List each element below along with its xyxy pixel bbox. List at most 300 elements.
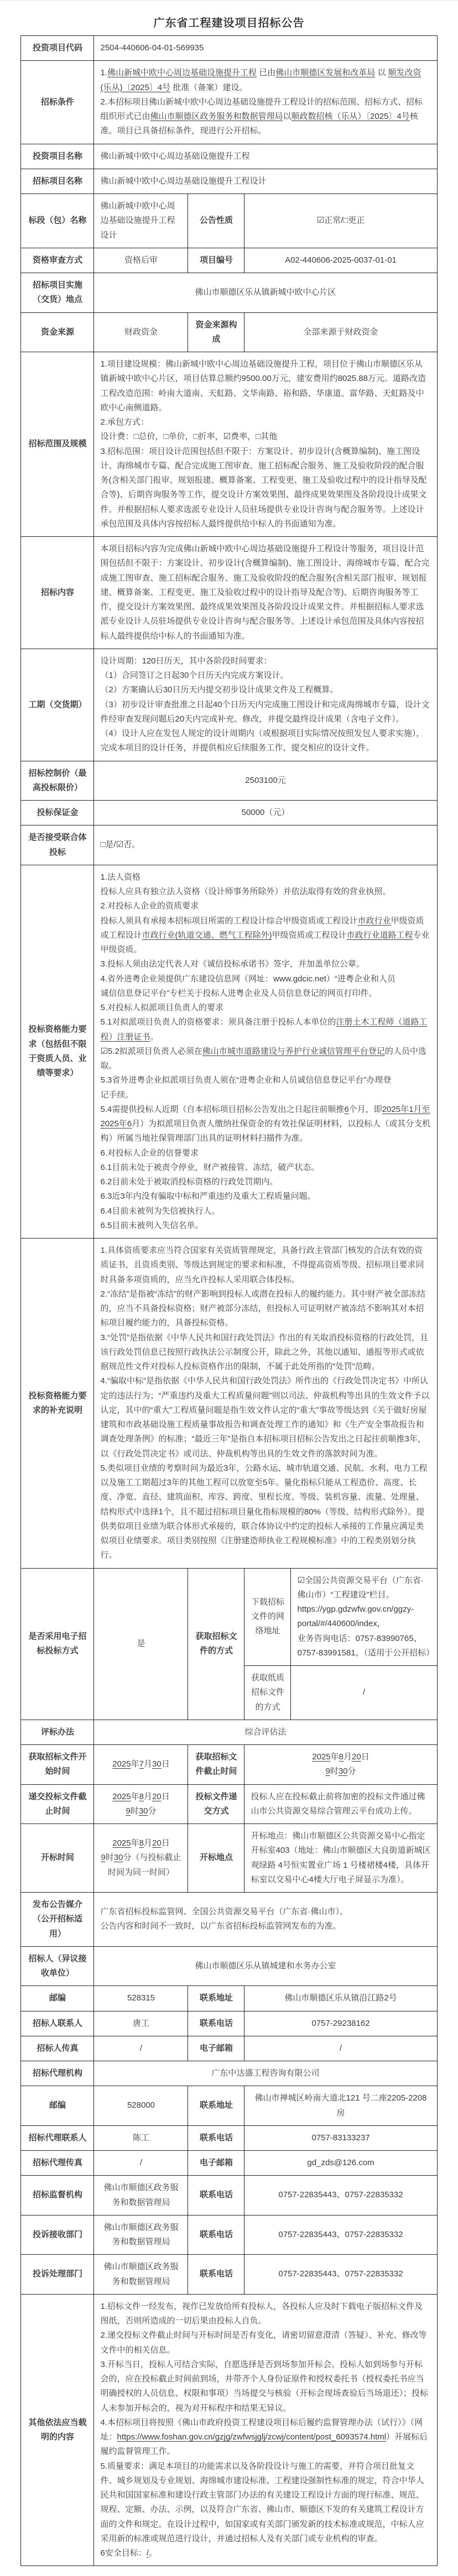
underlined-text: 20: [152, 1791, 162, 1801]
tender-content-label-line: 招标内容: [40, 587, 74, 597]
qualification-supplement-value: [94, 1239, 437, 1569]
supervision-phone-value: [244, 2176, 437, 2216]
investment-project-code-label-line: 投资项目代码: [32, 43, 82, 53]
row-tenderer-contact: [21, 2011, 437, 2036]
tender-project-name-value: [94, 169, 437, 194]
bidder-qualification-value-line: 诚信信息登记平台”专栏关于投标人进粤企业及人员信息登记的网页打印件。: [100, 988, 377, 998]
tenderer-email-value: [244, 2036, 437, 2061]
row-complaint-handling: [21, 2255, 437, 2295]
bid-opening-time-label: [21, 1824, 94, 1893]
bid-submission-method-value-line: 投标人应在投标截止前将加密的投标文件通过佛山市公共资源交易综合管理云平台成功上传。: [251, 1791, 425, 1816]
row-agency-postcode: [21, 2086, 437, 2126]
paper-doc-value: [291, 1666, 437, 1720]
construction-period-value: [94, 649, 437, 761]
download-url-value: [291, 1568, 437, 1666]
bid-opening-time-value: [94, 1824, 188, 1893]
tenderer-phone-label-line: 联系电话: [199, 2018, 233, 2028]
agency-address-value-line: 佛山市禅城区岭南大道北121 号二座2205-2208房: [254, 2093, 427, 2118]
tender-scope-value: [94, 352, 437, 537]
text-segment: 时: [105, 1853, 114, 1863]
text-segment: 分: [148, 1806, 157, 1816]
agency-phone-label-line: 联系电话: [199, 2133, 233, 2143]
row-joint-venture: [21, 825, 437, 865]
text-segment: 年: [330, 1752, 339, 1762]
paper-doc-label: [244, 1666, 291, 1720]
complaint-handling-phone-label: [188, 2255, 244, 2295]
complaint-handling-value: [94, 2255, 188, 2295]
tender-conditions-value-line: [100, 95, 430, 139]
text-segment: 投标人须具有承接本招标项目所需的工程设计综合甲级资质或工程设计: [100, 916, 358, 926]
tender-scope-label-line: 招标范围及规模: [28, 439, 87, 449]
funding-composition-label: [188, 312, 244, 352]
complaint-handling-phone-label-line: 联系电话: [199, 2269, 233, 2279]
download-url-value-line: 业务咨询电话：0757-83990765、0757-83991581。（适用于公开招标）: [297, 1633, 435, 1658]
project-number-value-line: A02-440606-2025-0037-01-01: [285, 255, 397, 265]
investment-project-name-value-line: 佛山新城中欧中心周边基础设施提升工程: [100, 151, 250, 161]
qualification-review-value-line: 资格后审: [124, 255, 158, 265]
complaint-receiving-value-line: 佛山市顺德区政务服务和数据管理局: [103, 2222, 179, 2246]
doc-obtain-deadline-label: [188, 1745, 244, 1785]
bid-bond-label-line: 投标保证金: [37, 808, 79, 817]
agency-email-label: [188, 2151, 244, 2176]
construction-period-value-line: （4）设计人应在发包人规定的设计周期内（或根据项目实际情况按照发包人要求实施），完成本项目的设计任务，并提供相应后续服务工作，提交相应的设计文件。: [100, 729, 425, 753]
row-agency-contact: [21, 2125, 437, 2150]
location-value-line: 佛山市顺德区乐从镇新城中欧中心片区: [195, 288, 336, 297]
tenderer-email-label-line: 电子邮箱: [199, 2043, 233, 2053]
complaint-handling-phone-value: [244, 2255, 437, 2295]
text-segment: 分（与投标截止时间为同一时间）: [107, 1853, 181, 1877]
announcement-media-value-line: 公告内容和时间不一致时，以广东省招标投标监管网发布的为准。: [100, 1921, 341, 1931]
bidder-qualification-value-line: 投标人应具有独立法人资格（设计师事务所除外）并依法取得有效的营业执照。: [100, 887, 391, 896]
underlined-text: 30: [338, 1767, 348, 1776]
bidder-qualification-value-line: 6.2目前未处于被取消投标资格的行政处罚期内。: [100, 1177, 278, 1187]
text-segment: 时: [130, 1806, 139, 1816]
text-segment: 2.本招标项目佛山新城中欧中心周边基础设施提升工程设计的招标范围、招标方式、招标组织形式已由: [100, 97, 423, 121]
row-agency: [21, 2061, 437, 2086]
underlined-text: 2025年1月至2025年6: [100, 1104, 430, 1128]
bidder-qualification-value-line: 6.5目前未被列入失信名单。: [100, 1220, 204, 1230]
doc-obtain-start-value: [94, 1745, 188, 1785]
underlined-text: 2025: [312, 1752, 331, 1762]
row-electronic-bidding: [21, 1568, 437, 1666]
text-segment: 1.: [100, 68, 107, 78]
agency-value-line: 广东中达盛工程咨询有限公司: [211, 2068, 320, 2078]
qualification-supplement-label-line: 投标资格能力要求的补充说明: [28, 1391, 87, 1415]
bidder-qualification-value-line: [100, 1015, 430, 1044]
tenderer-fax-value-line: /: [139, 2043, 143, 2053]
doc-obtain-deadline-label-line: 获取招标文件截止时间: [195, 1752, 237, 1776]
tenderer-contact-value-line: 唐工: [132, 2018, 149, 2028]
row-bid-bond: [21, 801, 437, 825]
row-tenderer-fax: [21, 2036, 437, 2061]
doc-obtain-start-value-line: [100, 1757, 181, 1772]
bidder-qualification-value-line: 4.省外进粤企业须提供广东建设信息网（网址：www.gdcic.net）“进粤企业和人员: [100, 974, 395, 984]
tender-project-name-value-line: 佛山新城中欧中心周边基础设施提升工程设计: [100, 176, 267, 186]
underlined-text: 市政行业(轨道交通、燃气工程除外): [142, 930, 272, 940]
other-contents-value: [94, 2294, 437, 2566]
underlined-text: 9: [101, 1853, 106, 1863]
bidder-qualification-value-line: 3.投标人须由法定代表人对《诚信投标承诺书》签字，并加盖单位公章。: [100, 959, 365, 969]
tenderer-phone-value-line: 0757-29238162: [311, 2018, 370, 2028]
investment-project-code-label: [21, 36, 94, 61]
joint-venture-value-line: □是/☑否。: [100, 840, 140, 850]
tenderer-contact-value: [94, 2011, 188, 2036]
construction-period-label: [21, 649, 94, 761]
announcement-media-value: [94, 1893, 437, 1947]
tender-content-value: [94, 537, 437, 649]
tender-scope-label: [21, 352, 94, 537]
tender-table: [20, 35, 437, 2566]
location-label-line: 招标项目实施（交货）地点: [32, 280, 82, 305]
control-price-label-line: 招标控制价（最高投标限价）: [28, 768, 87, 792]
row-bidder-qualification: [21, 865, 437, 1238]
underlined-text: 佛山市顺德区政务服务和数据管理局: [150, 112, 283, 121]
announcement-media-label: [21, 1893, 94, 1947]
location-label: [21, 273, 94, 313]
bid-submission-deadline-label-line: 递交投标文件截止时间: [28, 1791, 87, 1816]
agency-postcode-label-line: 邮编: [49, 2100, 66, 2110]
bidder-qualification-value: [94, 865, 437, 1238]
project-number-value: [244, 248, 437, 273]
tenderer-postcode-value: [94, 1986, 188, 2011]
agency-fax-label: [21, 2151, 94, 2176]
other-contents-value-line: [100, 2416, 430, 2459]
row-complaint-receiving: [21, 2215, 437, 2255]
supervision-authority-label-line: 招标监督机构: [32, 2190, 82, 2200]
tenderer-value: [94, 1946, 437, 1986]
row-tenderer: [21, 1946, 437, 1986]
underlined-text: 2025: [112, 1791, 131, 1801]
underlined-text: 8: [339, 1752, 344, 1762]
other-contents-value-line: [100, 2546, 430, 2561]
bid-opening-place-label: [188, 1824, 244, 1893]
tenderer-phone-label: [188, 2011, 244, 2036]
underlined-text: 2025: [112, 1838, 131, 1848]
agency-email-label-line: 电子邮箱: [199, 2158, 233, 2167]
complaint-receiving-label: [21, 2215, 94, 2255]
underlined-text: 佛山市城市道路建设与养护行业诚信管理平台登记: [202, 1046, 385, 1056]
underlined-text: 9: [325, 1767, 330, 1776]
agency-postcode-value: [94, 2086, 188, 2126]
agency-contact-label-line: 招标代理联系人: [28, 2133, 87, 2143]
paper-doc-value-line: /: [362, 1687, 366, 1697]
tender-scope-value-line: 1.项目建设规模：佛山新城中欧中心周边基础设施提升工程，项目位于佛山市顺德区乐从镇新城中欧中心片区，项目估算总额约9500.00万元，建安费用约8025.88万元。道路改造工程改造范围：岭南大道南、天虹路、文华南路、裕和路、华康道、富华路、天虹路及中欧中心南侧道路。: [100, 359, 426, 412]
underlined-text: 30: [138, 1806, 148, 1816]
tender-conditions-label-line: 招标条件: [40, 97, 74, 107]
tender-project-name-label-line: 招标项目名称: [32, 176, 82, 186]
doc-obtain-method-label: [188, 1568, 244, 1720]
bidder-qualification-value-line: [100, 914, 430, 958]
bidder-qualification-value-line: 记手续。: [100, 1090, 134, 1100]
supervision-authority-label: [21, 2176, 94, 2216]
text-segment: 甲级资质或工程设计: [272, 930, 347, 940]
project-number-label: [188, 248, 244, 273]
doc-obtain-start-label: [21, 1745, 94, 1785]
bid-opening-place-value-line: 开标地点：佛山市顺德区公共资源交易中心指定开标室403（地址：佛山市顺德区大良街道新城区观绿路 4号恒实置业广场 1 号楼裙楼4楼，具体开标室以交易中心4楼大厅电子屏显示为准）。: [251, 1831, 431, 1884]
underlined-text: 佛山市顺德区发展和改革局: [275, 68, 376, 78]
supervision-authority-value: [94, 2176, 188, 2216]
evaluation-method-value: [94, 1720, 437, 1744]
section-name-value: [94, 194, 188, 248]
agency-contact-label: [21, 2125, 94, 2150]
row-supervision: [21, 2176, 437, 2216]
investment-project-code-value-line: 2504-440606-04-01-569935: [100, 43, 204, 53]
underlined-text: 市政行业道路工程: [346, 930, 413, 940]
tender-project-name-label: [21, 169, 94, 194]
row-qualification-supplement: [21, 1239, 437, 1569]
bid-submission-method-label-line: 投标文件递交方式: [195, 1791, 237, 1816]
other-contents-label-line: 其他依法应当载明的内容: [28, 2417, 87, 2442]
text-segment: 专业甲级资质。: [100, 930, 430, 954]
tender-conditions-label: [21, 61, 94, 144]
electronic-bidding-value-line: 是: [137, 1639, 145, 1648]
doc-obtain-deadline-value: [244, 1745, 437, 1785]
agency-contact-value: [94, 2125, 188, 2150]
tender-scope-value-line: 2.承包方式：: [100, 417, 149, 427]
complaint-handling-phone-value-line: 0757-22835443、0757-22835332: [278, 2269, 403, 2279]
page-title: 广东省工程建设项目招标公告: [153, 17, 305, 29]
control-price-label: [21, 761, 94, 801]
text-segment: 。: [150, 1032, 159, 1042]
qualification-supplement-value-line: 1.具体资质要求应当符合国家有关资质管理规定，具备行政主管部门核发的合法有效的资质证书，且资质类别、等级达到规定的要求和标准，不得提高资质等级。招标项目要求同时具备多项资质的，应当允许投标人采用联合体投标。: [100, 1246, 424, 1284]
announcement-nature-label: [188, 194, 244, 248]
tenderer-address-value-line: 佛山市顺德区乐从镇沿江路2号: [284, 1993, 397, 2003]
text-segment: ☑5.2拟派项目负责人必须在: [100, 1046, 202, 1056]
doc-obtain-start-label-line: 获取招标文件开始时间: [28, 1752, 87, 1776]
funding-source-label-line: 资金来源: [40, 327, 74, 337]
complaint-handling-value-line: 佛山市顺德区政务服务和数据管理局: [103, 2262, 179, 2286]
supervision-phone-label: [188, 2176, 244, 2216]
agency-phone-label: [188, 2125, 244, 2150]
row-investment-project-name: [21, 144, 437, 169]
row-bid-submission: [21, 1784, 437, 1824]
row-other-contents: [21, 2294, 437, 2566]
evaluation-method-value-line: 综合评估法: [244, 1727, 287, 1737]
row-section-announcement: [21, 194, 437, 248]
bid-opening-time-value-line: [100, 1851, 181, 1880]
text-segment: 月: [143, 1791, 152, 1801]
underlined-text: 市政行业: [357, 916, 391, 926]
download-url-label: [244, 1568, 291, 1666]
announcement-nature-label-line: 公告性质: [199, 216, 233, 226]
joint-venture-value: [94, 825, 437, 865]
row-tender-project-name: [21, 169, 437, 194]
bidder-qualification-value-line: 2.对投标人企业的资质要求: [100, 901, 199, 911]
bid-opening-time-value-line: [100, 1836, 181, 1851]
tenderer-postcode-label-line: 邮编: [49, 1993, 66, 2003]
text-segment: ）开展标后履约监督管理工作。: [100, 2432, 428, 2457]
row-construction-period: [21, 649, 437, 761]
complaint-receiving-phone-label-line: 联系电话: [199, 2229, 233, 2239]
underlined-text: 8: [139, 1838, 144, 1848]
tenderer-email-value-line: /: [339, 2043, 342, 2053]
supervision-authority-value-line: 佛山市顺德区政务服务和数据管理局: [103, 2183, 179, 2207]
underlined-text: 6: [344, 1104, 349, 1114]
underlined-text: 9: [126, 1806, 131, 1816]
tender-table-body: [21, 36, 437, 2566]
bid-opening-place-label-line: 开标地点: [199, 1853, 233, 1863]
agency-fax-label-line: 招标代理传真: [32, 2158, 82, 2167]
tenderer-fax-value: [94, 2036, 188, 2061]
section-name-value-line: 佛山新城中欧中心周边基础设施提升工程设计: [100, 201, 175, 240]
text-segment: 日: [161, 1759, 170, 1769]
bidder-qualification-value-line: 5.3省外进粤企业拟派项目负责人须在“进粤企业和人员诚信信息登记平台”办理登: [100, 1075, 392, 1085]
row-control-price: [21, 761, 437, 801]
tenderer-label-line: 招标人（异议接收单位）: [28, 1953, 87, 1978]
other-contents-label: [21, 2294, 94, 2566]
location-value: [94, 273, 437, 313]
bid-submission-method-label: [188, 1784, 244, 1824]
tender-scope-value-line: 3.招标范围：项目设计范围包括但不限于：方案设计、初步设计(含概算编制)、施工图设计、海绵城市专篇、配合完成施工图审查、施工招标配合服务、施工及验收阶段的配合服务(含相关部门报审、规划报建、概算备案、工程变更、施工及验收过程中的设计指导及配合等)、后期咨询服务等工作，提交设计方案效果图、最终成果效果图及各阶段设计成果文件。并根据招标人要求选派专业设计人员驻场提供专业设计咨询与配合服务等。上述设计承包范围及具体内容按招标人最终提供给中标人的书面通知为准。: [100, 446, 427, 529]
construction-period-label-line: 工期（交货期）: [28, 699, 87, 709]
complaint-handling-label-line: 投诉处理部门: [32, 2269, 82, 2279]
bid-submission-method-value: [244, 1784, 437, 1824]
text-segment: 日: [161, 1791, 170, 1801]
text-segment: 6安全目标：: [100, 2548, 147, 2558]
bid-submission-deadline-value-line: [100, 1790, 181, 1804]
bid-opening-time-label-line: 开标时间: [40, 1853, 74, 1863]
announcement-media-label-line: 发布公告媒介（公开招标适用）: [32, 1900, 82, 1938]
funding-source-value: [94, 312, 188, 352]
complaint-receiving-value: [94, 2215, 188, 2255]
tenderer-phone-value: [244, 2011, 437, 2036]
bidder-qualification-value-line: 1.法人资格: [100, 872, 140, 882]
text-segment: 个月，即: [348, 1104, 382, 1114]
row-announcement-media: [21, 1893, 437, 1947]
underlined-text: /: [146, 2548, 149, 2558]
text-segment: 月: [143, 1759, 152, 1769]
funding-composition-value: [244, 312, 437, 352]
row-investment-project-code: [21, 36, 437, 61]
section-name-label: [21, 194, 94, 248]
text-segment: 时: [330, 1767, 339, 1776]
text-segment: 年: [131, 1759, 139, 1769]
electronic-bidding-label: [21, 1568, 94, 1720]
tender-conditions-value-line: [100, 66, 430, 95]
other-contents-value-line: 5.质量要求：满足本项目的功能需求以及各阶段设计与施工的需要，并符合项目批复文件、城乡规划及专业规划、海绵城市建设标准、工程建设强制性标准的规定，符合中华人民共和国国家标准和建设行政主管部门办法的有关建设工程设计方面的现行标准、规范、规程、定额、办法、示例，以及符合广东省、佛山市、顺德区下发的有关建筑工程设计方面的文件和规定。在设计过程中，如国家或有关部门颁发新的技术标准或规范，中标人应采用新的标准或规范进行设计，并通过招标人及有关部门或专业机构的审查。: [100, 2461, 424, 2543]
bid-submission-deadline-label: [21, 1784, 94, 1824]
tenderer-fax-label-line: 招标人传真: [37, 2043, 79, 2053]
underlined-text: 2025: [112, 1759, 131, 1769]
agency-address-label-line: 联系地址: [199, 2100, 233, 2110]
tenderer-address-value: [244, 1986, 437, 2011]
construction-period-value-line: （3）初步设计审查批准之日起40个日历天内完成施工图设计和完成海绵城市专篇，设计文件经审查发现问题后20天内完成补充、修改，并提交最终设计成果（含电子文件）。: [100, 699, 430, 724]
tender-content-value-line: 本项目招标内容为完成佛山新城中欧中心周边基础设施提升工程设计等服务，项目设计范围包括但不限于：方案设计、初步设计(含概算编制)、施工图设计、海绵城市专篇、配合完成施工图审查、施工招标配合服务、施工及验收阶段的配合服务(含相关部门报审、规划报建、概算备案、工程变更、施工及验收过程中的设计指导及配合等)、后期咨询服务等工作，提交设计方案效果图、最终成果效果图及各阶段设计成果文件。并根据招标人要求选派专业设计人员驻场提供专业设计咨询与配合服务等。上述设计承包范围及具体内容按招标人最终提供给中标人的书面通知为准。: [100, 544, 430, 641]
qualification-review-value: [94, 248, 188, 273]
underlined-text: 注册土木工程师（道路工程）注册证书: [100, 1017, 428, 1042]
tenderer-postcode-label: [21, 1986, 94, 2011]
tenderer-contact-label: [21, 2011, 94, 2036]
underlined-text: 20: [152, 1838, 162, 1848]
agency-postcode-value-line: 528000: [127, 2100, 155, 2110]
electronic-bidding-value: [94, 1568, 188, 1720]
download-url-value-line: ☑全国公共资源交易平台（广东省·佛山市）“工程建设”栏目。: [297, 1575, 424, 1600]
row-tender-scope: [21, 352, 437, 537]
text-segment: 以: [283, 112, 292, 121]
bidder-qualification-value-line: [100, 1102, 430, 1146]
tenderer-value-line: 佛山市顺德区乐从镇城建和水务办公室: [195, 1961, 336, 1971]
complaint-receiving-phone-label: [188, 2215, 244, 2255]
tenderer-address-label: [188, 1986, 244, 2011]
text-segment: 批准（备案）建设。: [170, 82, 248, 92]
row-bid-opening: [21, 1824, 437, 1893]
bid-bond-value-line: 50000（元）: [241, 808, 290, 817]
complaint-handling-label: [21, 2255, 94, 2295]
underlined-text: 20: [352, 1752, 361, 1762]
funding-source-label: [21, 312, 94, 352]
row-evaluation-method: [21, 1720, 437, 1744]
text-segment: 分: [347, 1767, 356, 1776]
row-tender-conditions: [21, 61, 437, 144]
row-tender-content: [21, 537, 437, 649]
qualification-supplement-label: [21, 1239, 94, 1569]
control-price-value: [94, 761, 437, 801]
other-contents-value-line: 1.招标文件一经发布，视作已发放给所有投标人，各投标人应及时下载电子版招标文件及图纸，否则所造成的一切后果由投标人自负。: [100, 2301, 423, 2326]
row-agency-fax: [21, 2151, 437, 2176]
text-segment: 以: [375, 68, 388, 78]
text-segment: 的人员中选取。: [100, 1046, 426, 1070]
tender-conditions-value: [94, 61, 437, 144]
bid-submission-deadline-value-line: [100, 1804, 181, 1819]
text-segment: 已由: [257, 68, 276, 78]
text-segment: 月: [344, 1752, 352, 1762]
underlined-text: https://www.foshan.gov.cn/gzjg/zwfwsjglj/zcwj/content/post_6093574.html: [117, 2432, 387, 2442]
underlined-text: 8: [139, 1791, 144, 1801]
text-segment: 核准。项目已具备招标条件，现进行公开招标。: [100, 112, 418, 136]
underlined-text: 30: [152, 1759, 162, 1769]
qualification-supplement-value-line: 2.“冻结”是指被“冻结”的财产影响到投标人或潜在投标人的履约能力。其中财产被全部冻结的，应当不具备投标资格；财产被部分冻结，但投标人可证明财产被冻结不影响其对本招标项目履约能力的，具备投标资格。: [100, 1289, 425, 1328]
tender-content-label: [21, 537, 94, 649]
underlined-text: 顺政数招核（乐从）〔2025〕4号: [291, 112, 410, 121]
row-qualification-review: [21, 248, 437, 273]
construction-period-value-line: 设计周期：120日历天，其中各阶段时间要求：: [100, 656, 272, 666]
row-tenderer-postcode: [21, 1986, 437, 2011]
bidder-qualification-label: [21, 865, 94, 1238]
text-segment: 日: [361, 1752, 369, 1762]
qualification-review-label: [21, 248, 94, 273]
tenderer-email-label: [188, 2036, 244, 2061]
evaluation-method-label: [21, 1720, 94, 1744]
other-contents-value-line: 2.递交投标文件截止时间与开标时间是否有变化，请密切留意澄清（答疑）、补充、修改等文件中的相关信息。: [100, 2331, 427, 2355]
bidder-qualification-value-line: [100, 1044, 430, 1074]
funding-composition-label-line: 资金来源构成: [195, 320, 237, 344]
qualification-supplement-value-line: 3.“处罚”是指依据《中华人民共和国行政处罚法》作出的有关取消投标资格的行政处罚，且该行政处罚信息已按照行政执法公示制度公开，除此之外，其他以通知、通报等形式或依据规范性文件对投标人投标资格作出的限制，不属于此处所指的“处罚”范畴。: [100, 1333, 428, 1371]
bidder-qualification-value-line: 6.1目前未处于被责令停业，财产被接管、冻结，破产状态。: [100, 1162, 320, 1172]
supervision-phone-value-line: 0757-22835443、0757-22835332: [278, 2190, 403, 2200]
tenderer-contact-label-line: 招标人联系人: [32, 2018, 82, 2028]
announcement-nature-value-line: ☑正常/□更正: [316, 216, 365, 226]
control-price-value-line: 2503100元: [245, 775, 286, 785]
agency-email-value: [244, 2151, 437, 2176]
underlined-text: 佛山新城中欧中心周边基础设施提升工程: [107, 68, 257, 78]
construction-period-value-line: （1）合同签订之日起30个日历天内完成方案设计。: [100, 671, 289, 680]
announcement-nature-value: [244, 194, 437, 248]
underlined-text: 7: [139, 1759, 144, 1769]
doc-obtain-deadline-value-line: [251, 1764, 430, 1779]
agency-address-label: [188, 2086, 244, 2126]
tenderer-fax-label: [21, 2036, 94, 2061]
complaint-receiving-phone-value: [244, 2215, 437, 2255]
text-segment: 月: [143, 1838, 152, 1848]
other-contents-value-line: 3.开标当日，投标人可结合实际，自愿选择是否到场参加开标会。投标人如到场参与开标会的，应在投标截止时间前到场，并带齐个人身份证原件和授权委托书（授权委托书应当明确授权的人员信息、权限和事项）当场提交与核验（开标会现场查验后当场退还）；投标人未参加开标会的，视为对开标程序和结果无异议。: [100, 2359, 428, 2413]
tender-scope-value-line: 设计费：□总价，□单价，□折率，☑费率，□其他: [100, 432, 278, 442]
agency-fax-value: [94, 2151, 188, 2176]
bid-opening-place-value: [244, 1824, 437, 1893]
qualification-review-label-line: 资格审查方式: [32, 255, 82, 265]
agency-label: [21, 2061, 94, 2086]
tenderer-postcode-value-line: 528315: [127, 1993, 155, 2003]
bidder-qualification-value-line: 6.4目前未被列为失信被执行人。: [100, 1206, 220, 1216]
